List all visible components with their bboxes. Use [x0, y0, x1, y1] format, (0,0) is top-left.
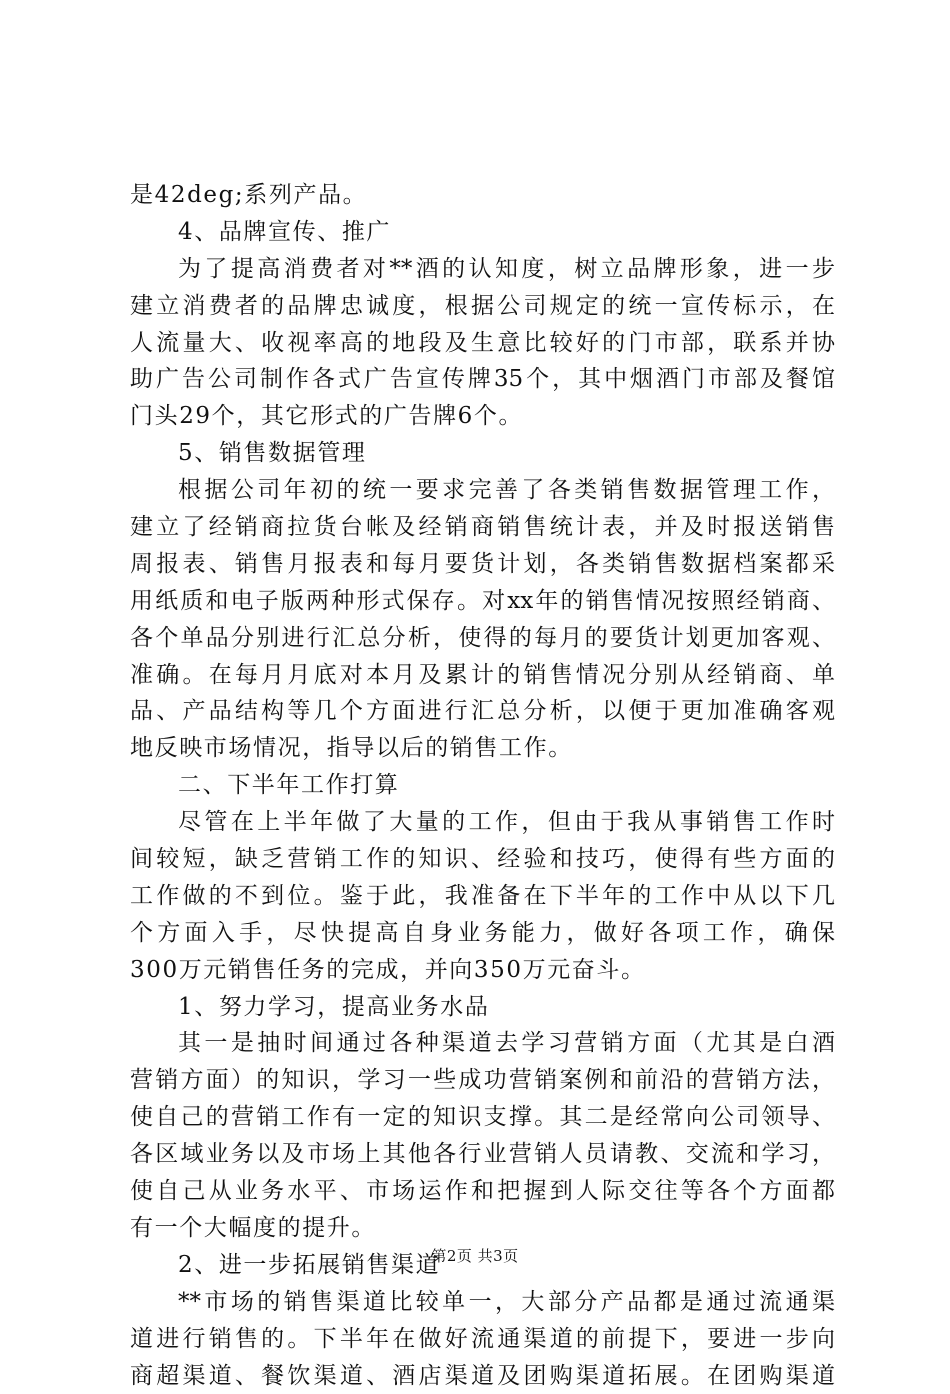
- text-line: 间较短，缺乏营销工作的知识、经验和技巧，使得有些方面的: [130, 841, 835, 878]
- text-line: 300万元销售任务的完成，并向350万元奋斗。: [130, 952, 835, 989]
- text-line: 商超渠道、餐饮渠道、酒店渠道及团购渠道拓展。在团购渠道: [130, 1358, 835, 1394]
- text-line: 各区域业务以及市场上其他各行业营销人员请教、交流和学习，: [130, 1136, 835, 1173]
- text-line: 准确。在每月月底对本月及累计的销售情况分别从经销商、单: [130, 657, 835, 694]
- text-line: 地反映市场情况，指导以后的销售工作。: [130, 730, 835, 767]
- text-line: 1、努力学习，提高业务水品: [130, 989, 835, 1026]
- text-line: 各个单品分别进行汇总分析，使得的每月的要货计划更加客观、: [130, 620, 835, 657]
- text-line: 根据公司年初的统一要求完善了各类销售数据管理工作，: [130, 472, 835, 509]
- text-line: 其一是抽时间通过各种渠道去学习营销方面（尤其是白酒: [130, 1025, 835, 1062]
- document-body: [130, 177, 835, 1394]
- text-line: 2、进一步拓展销售渠道: [130, 1247, 835, 1284]
- text-line: 为了提高消费者对**酒的认知度，树立品牌形象，进一步: [130, 251, 835, 288]
- text-line: 建立了经销商拉货台帐及经销商销售统计表，并及时报送销售: [130, 509, 835, 546]
- text-line: 道进行销售的。下半年在做好流通渠道的前提下，要进一步向: [130, 1321, 835, 1358]
- text-line: 品、产品结构等几个方面进行汇总分析，以便于更加准确客观: [130, 693, 835, 730]
- text-line: 4、品牌宣传、推广: [130, 214, 835, 251]
- text-line: 建立消费者的品牌忠诚度，根据公司规定的统一宣传标示，在: [130, 288, 835, 325]
- text-line: 周报表、销售月报表和每月要货计划，各类销售数据档案都采: [130, 546, 835, 583]
- text-line: 营销方面）的知识，学习一些成功营销案例和前沿的营销方法，: [130, 1062, 835, 1099]
- text-line: 人流量大、收视率高的地段及生意比较好的门市部，联系并协: [130, 325, 835, 362]
- text-line: 个方面入手，尽快提高自身业务能力，做好各项工作，确保: [130, 915, 835, 952]
- text-line: 是42deg;系列产品。: [130, 177, 835, 214]
- text-line: 助广告公司制作各式广告宣传牌35个，其中烟酒门市部及餐馆: [130, 361, 835, 398]
- text-line: 5、销售数据管理: [130, 435, 835, 472]
- text-line: 使自己的营销工作有一定的知识支撑。其二是经常向公司领导、: [130, 1099, 835, 1136]
- text-line: 工作做的不到位。鉴于此，我准备在下半年的工作中从以下几: [130, 878, 835, 915]
- text-line: 用纸质和电子版两种形式保存。对xx年的销售情况按照经销商、: [130, 583, 835, 620]
- text-line: 使自己从业务水平、市场运作和把握到人际交往等各个方面都: [130, 1173, 835, 1210]
- text-line: **市场的销售渠道比较单一，大部分产品都是通过流通渠: [130, 1284, 835, 1321]
- text-line: 门头29个，其它形式的广告牌6个。: [130, 398, 835, 435]
- page-number-footer: 第2页 共3页: [0, 1245, 950, 1266]
- text-line: 二、下半年工作打算: [130, 767, 835, 804]
- text-line: 尽管在上半年做了大量的工作，但由于我从事销售工作时: [130, 804, 835, 841]
- text-line: 有一个大幅度的提升。: [130, 1210, 835, 1247]
